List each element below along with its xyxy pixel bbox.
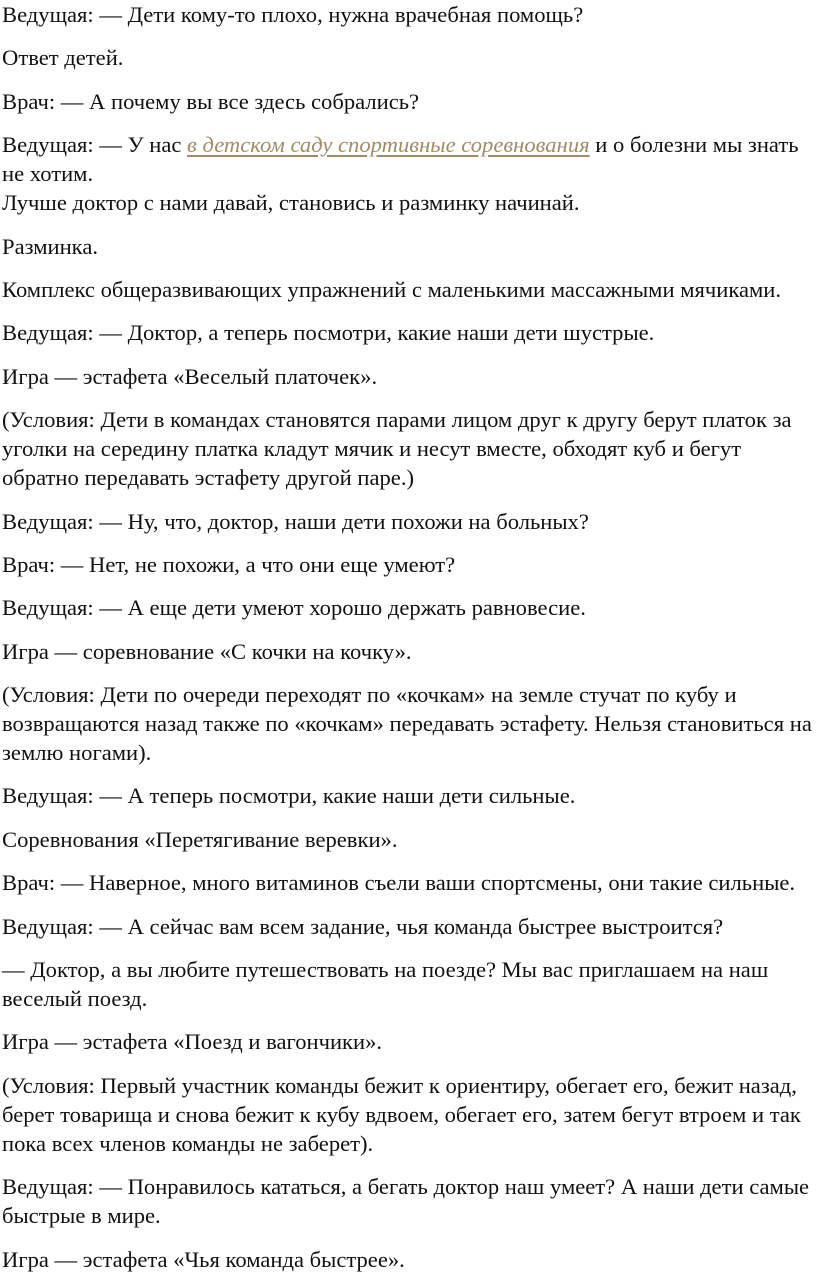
- paragraph: Лучше доктор с нами давай, становись и разминку начинай.: [2, 190, 580, 216]
- paragraph: Ведущая: — Ну, что, доктор, наши дети похожи на больных?: [2, 508, 589, 534]
- paragraph: (Условия: Дети в командах становятся парами лицом друг к другу берут платок за уголки на середину платка кладут мячик и несут вместе, обходят куб и бегут обратно передавать эстафету другой паре.): [2, 407, 792, 491]
- paragraph: Игра — эстафета «Веселый платочек».: [2, 363, 378, 389]
- paragraph: Комплекс общеразвивающих упражнений с маленькими массажными мячиками.: [2, 276, 782, 302]
- paragraph-text-before-link: Ведущая: — У нас: [2, 132, 188, 158]
- paragraph: Ответ детей.: [2, 45, 124, 71]
- paragraph: — Доктор, а вы любите путешествовать на поезде? Мы вас приглашаем на наш веселый поезд.: [2, 957, 769, 1012]
- paragraph: Ведущая: — А еще дети умеют хорошо держать равновесие.: [2, 595, 586, 621]
- paragraph-with-link: [2, 130, 812, 188]
- paragraph: Ведущая: — А теперь посмотри, какие наши дети сильные.: [2, 783, 576, 809]
- paragraph: Ведущая: — Понравилось кататься, а бегать доктор наш умеет? А наши дети самые быстрые в мире.: [2, 1174, 810, 1229]
- sports-competition-link[interactable]: в детском саду спортивные соревнования: [187, 132, 590, 158]
- paragraph: Врач: — Нет, не похожи, а что они еще умеют?: [2, 551, 456, 577]
- paragraph: Игра — соревнование «С кочки на кочку».: [2, 638, 412, 664]
- paragraph: Игра — эстафета «Поезд и вагончики».: [2, 1029, 383, 1055]
- paragraph: Соревнования «Перетягивание веревки».: [2, 826, 398, 852]
- paragraph-text-after-link: и о болезни мы знать не хотим.: [2, 132, 799, 187]
- paragraph: Врач: — Наверное, много витаминов съели ваши спортсмены, они такие сильные.: [2, 870, 796, 896]
- paragraph: (Условия: Дети по очереди переходят по «кочкам» на земле стучат по кубу и возвращаются назад также по «кочкам» передавать эстафету. Нельзя становиться на землю ногами).: [2, 682, 812, 766]
- paragraph: (Условия: Первый участник команды бежит к ориентиру, обегает его, бежит назад, берет товарища и снова бежит к кубу вдвоем, обегает его, затем бегут втроем и так пока всех членов команды не заберет).: [2, 1072, 801, 1156]
- paragraph: Ведущая: — А сейчас вам всем задание, чья команда быстрее выстроится?: [2, 913, 724, 939]
- paragraph: Ведущая: — Доктор, а теперь посмотри, какие наши дети шустрые.: [2, 320, 655, 346]
- paragraph: Игра — эстафета «Чья команда быстрее».: [2, 1246, 405, 1272]
- paragraph: Ведущая: — Дети кому-то плохо, нужна врачебная помощь?: [2, 2, 584, 27]
- paragraph: Разминка.: [2, 233, 98, 259]
- paragraph: Врач: — А почему вы все здесь собрались?: [2, 88, 420, 114]
